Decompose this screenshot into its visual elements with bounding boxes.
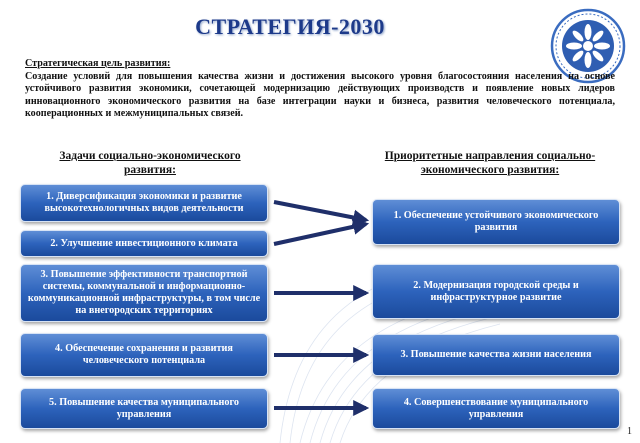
arrow-icon (274, 202, 366, 220)
connection-arrows (270, 180, 380, 420)
priority-box-1: 1. Обеспечение устойчивого экономического развития (372, 199, 620, 245)
priorities-heading: Приоритетные направления социально-экономического развития: (384, 150, 596, 176)
task-box-1: 1. Диверсификация экономики и развитие высокотехнологичных видов деятельности (20, 184, 268, 222)
page-number: 1 (627, 426, 632, 437)
priority-box-3: 3. Повышение качества жизни населения (372, 334, 620, 376)
strategic-goal (25, 58, 615, 121)
task-box-5: 5. Повышение качества муниципального управления (20, 388, 268, 429)
page-title: СТРАТЕГИЯ-2030 (195, 14, 385, 39)
goal-text: Создание условий для повышения качества жизни и достижения высокого уровня благосостояния населения на основе устойчивого развития экономики, сочетающей модернизацию действующих производств и появление новых лидеров инновационного экономического развития на базе интеграции науки и бизнеса, развития человеческого потенциала, кооперационных и межмуниципальных связей. (25, 70, 615, 120)
task-box-2: 2. Улучшение инвестиционного климата (20, 230, 268, 257)
task-box-3: 3. Повышение эффективности транспортной системы, коммунальной и информационно-коммуникационной инфраструктуры, в том числе на внегородских территориях (20, 264, 268, 322)
arrow-icon (274, 224, 366, 244)
priority-box-2: 2. Модернизация городской среды и инфраструктурное развитие (372, 264, 620, 319)
priority-box-4: 4. Совершенствование муниципального управления (372, 388, 620, 429)
task-box-4: 4. Обеспечение сохранения и развития человеческого потенциала (20, 333, 268, 377)
goal-heading: Стратегическая цель развития: (25, 58, 171, 69)
tasks-heading: Задачи социально-экономического развития: (59, 150, 241, 176)
